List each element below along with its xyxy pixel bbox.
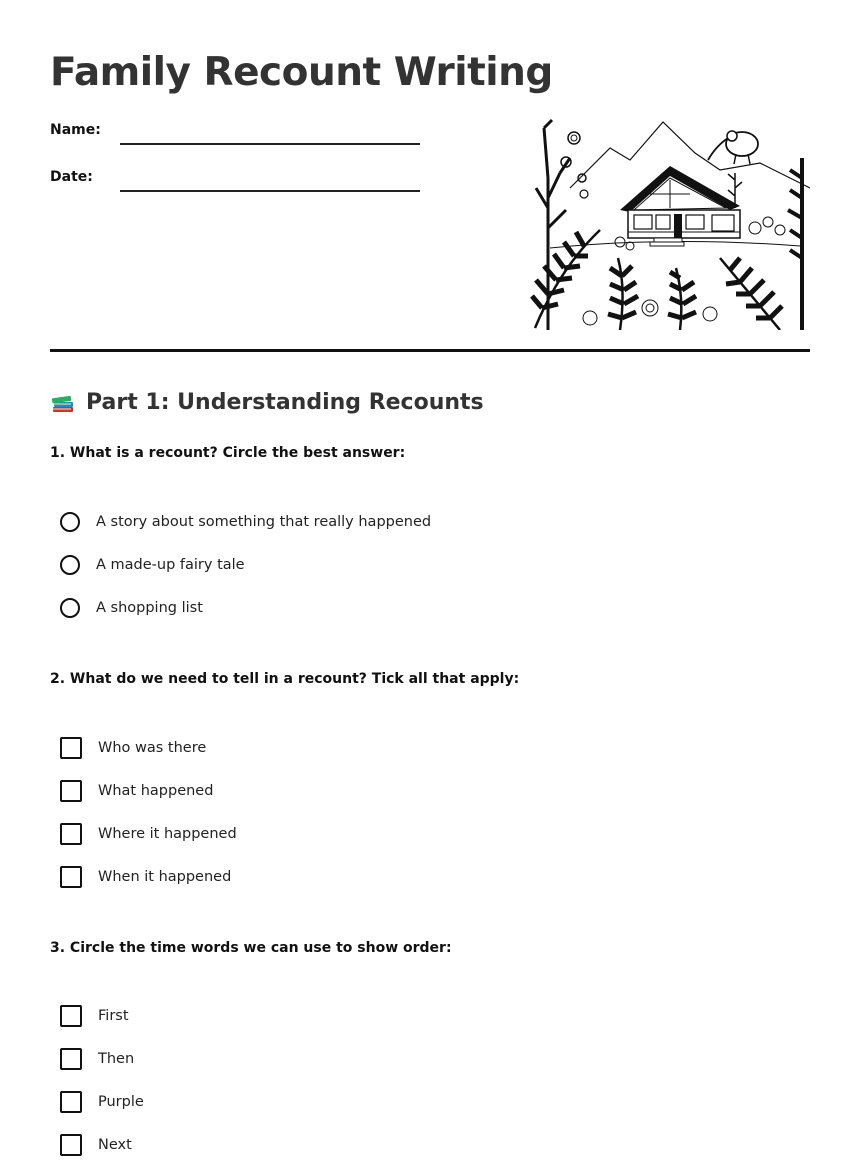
part1-heading-text: Part 1: Understanding Recounts bbox=[86, 389, 484, 415]
q3-option-3[interactable] bbox=[60, 1089, 144, 1115]
q1-option-1[interactable] bbox=[60, 509, 431, 535]
header-divider bbox=[50, 349, 810, 352]
q3-option-4[interactable] bbox=[60, 1132, 132, 1158]
books-icon bbox=[50, 389, 76, 415]
radio-circle[interactable] bbox=[60, 512, 80, 532]
radio-circle[interactable] bbox=[60, 555, 80, 575]
checkbox[interactable] bbox=[60, 1005, 82, 1027]
option-label: A shopping list bbox=[96, 600, 203, 616]
option-label: Purple bbox=[98, 1094, 144, 1110]
q2-option-4[interactable] bbox=[60, 864, 231, 890]
name-label: Name: bbox=[50, 122, 101, 138]
option-label: When it happened bbox=[98, 869, 232, 885]
option-label: A story about something that really happened bbox=[96, 514, 432, 530]
checkbox[interactable] bbox=[60, 737, 82, 759]
q3-option-1[interactable] bbox=[60, 1003, 129, 1029]
q3-option-2[interactable] bbox=[60, 1046, 134, 1072]
checkbox[interactable] bbox=[60, 1134, 82, 1156]
checkbox[interactable] bbox=[60, 866, 82, 888]
q1-option-2[interactable] bbox=[60, 552, 245, 578]
page-title: Family Recount Writing bbox=[50, 50, 553, 95]
checkbox[interactable] bbox=[60, 1048, 82, 1070]
q1-option-3[interactable] bbox=[60, 595, 203, 621]
q2-option-2[interactable] bbox=[60, 778, 213, 804]
q2-option-1[interactable] bbox=[60, 735, 206, 761]
date-field[interactable] bbox=[120, 190, 420, 192]
option-label: Who was there bbox=[98, 740, 207, 756]
radio-circle[interactable] bbox=[60, 598, 80, 618]
option-label: First bbox=[98, 1008, 129, 1024]
question-3: 3. Circle the time words we can use to show order: bbox=[50, 940, 452, 956]
date-label: Date: bbox=[50, 169, 93, 185]
question-1: 1. What is a recount? Circle the best answer: bbox=[50, 445, 406, 461]
part1-heading bbox=[50, 389, 484, 415]
checkbox[interactable] bbox=[60, 1091, 82, 1113]
option-label: A made-up fairy tale bbox=[96, 557, 245, 573]
option-label: Where it happened bbox=[98, 826, 237, 842]
option-label: Next bbox=[98, 1137, 132, 1153]
option-label: Then bbox=[98, 1051, 135, 1067]
name-field[interactable] bbox=[120, 143, 420, 145]
question-2: 2. What do we need to tell in a recount? Tick all that apply: bbox=[50, 671, 520, 687]
house-landscape-illustration bbox=[530, 118, 810, 330]
option-label: What happened bbox=[98, 783, 214, 799]
checkbox[interactable] bbox=[60, 823, 82, 845]
q2-option-3[interactable] bbox=[60, 821, 237, 847]
checkbox[interactable] bbox=[60, 780, 82, 802]
